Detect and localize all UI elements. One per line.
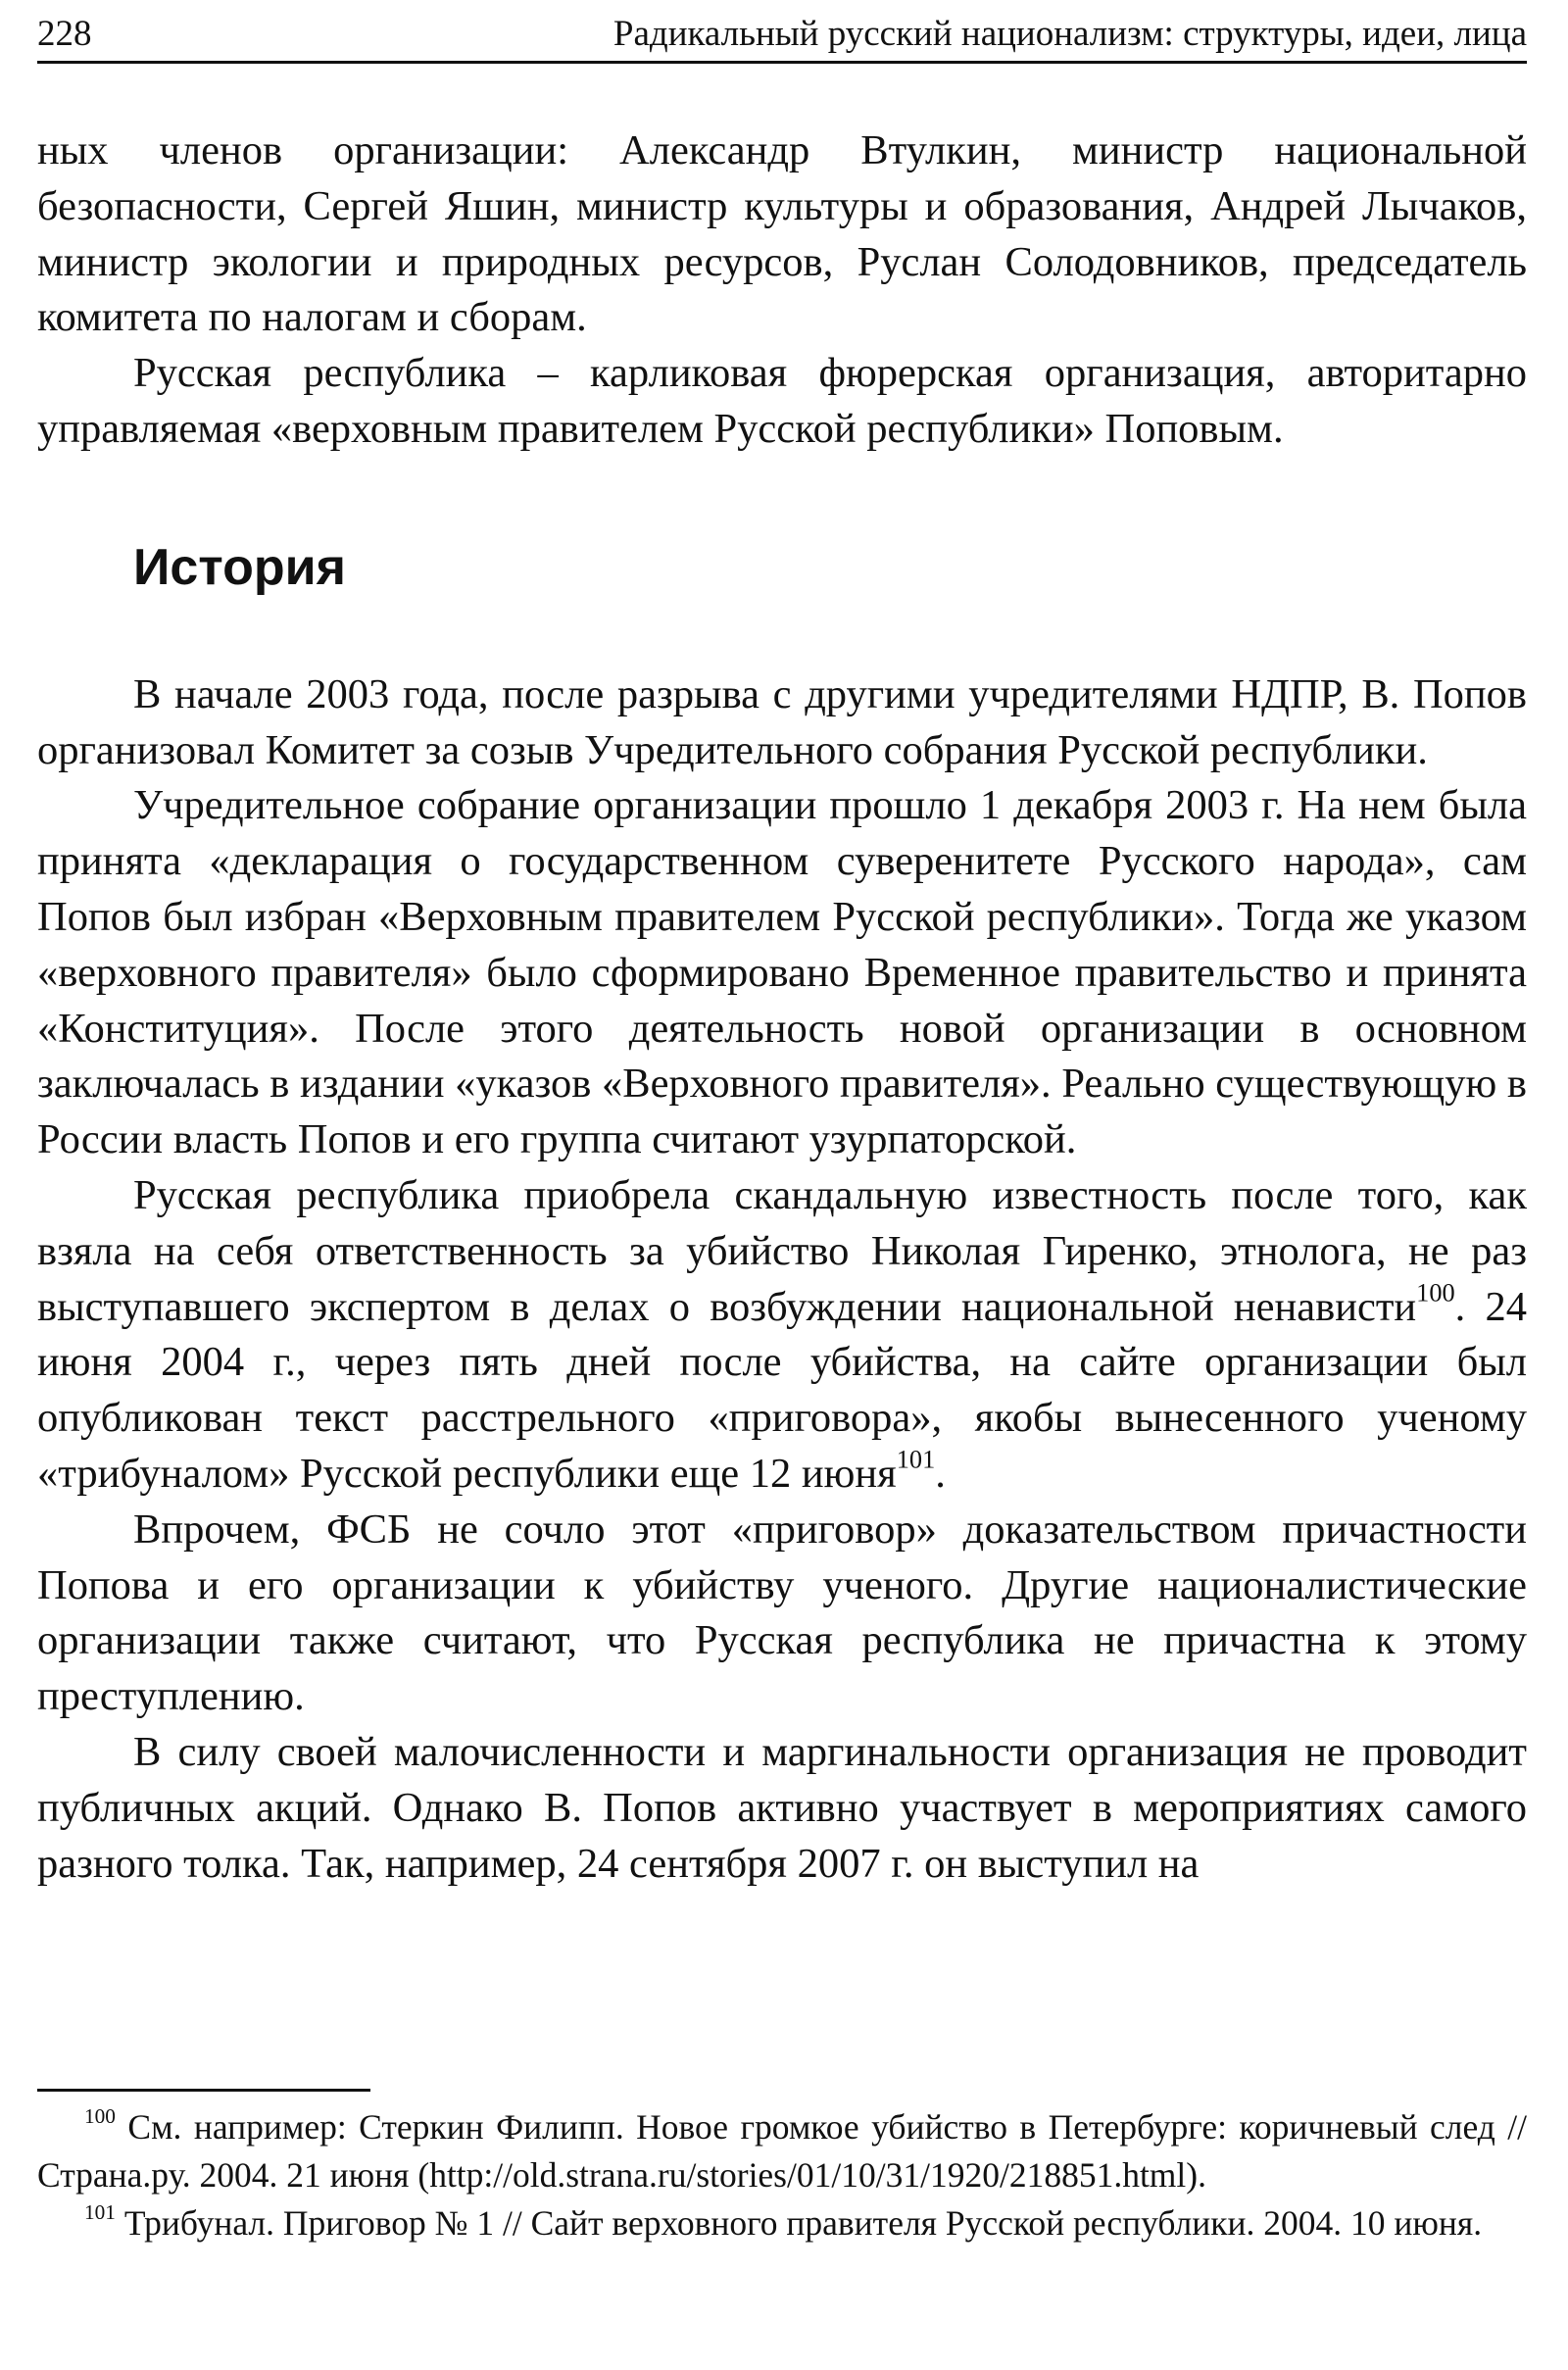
paragraph-summary: Русская республика – карликовая фюрерская организация, авторитарно управляемая «верховным правителем Русской республики» Поповым. [37, 350, 1527, 452]
paragraph-notoriety-part-3: . [935, 1450, 946, 1497]
paragraph-notoriety-part-2: . 24 июня 2004 г., через пять дней после убийства, на сайте организации был опубликован текст расстрельного «приговора», якобы вынесенного ученому «трибуналом» Русской республики еще 12 июня [37, 1283, 1528, 1497]
paragraph-notoriety [37, 1168, 1527, 1503]
paragraph-continuation: ных членов организации: Александр Втулкин, министр национальной безопасности, Сергей Яшин, министр культуры и образования, Андрей Лычаков, министр экологии и природных ресурсов, Руслан Солодовников, председатель комитета по налогам и сборам. [37, 127, 1527, 341]
footnote-100 [37, 2103, 1527, 2199]
footnote-101 [37, 2199, 1527, 2247]
running-title: Радикальный русский национализм: структуры, идеи, лица [612, 14, 1527, 54]
footnote-ref-100[interactable]: 100 [1416, 1277, 1455, 1307]
paragraph-notoriety-part-1: Русская республика приобрела скандальную известность после того, как взяла на себя ответственность за убийство Николая Гиренко, этнолога, не раз выступавшего экспертом в делах о возбуждении национальной ненависти [37, 1171, 1527, 1330]
footnote-text: Трибунал. Приговор № 1 // Сайт верховного правителя Русской республики. 2004. 10 июня. [123, 2203, 1483, 2243]
paragraph-fsb: Впрочем, ФСБ не сочло этот «приговор» доказательством причастности Попова и его организации к убийству ученого. Другие националистические организации также считают, что Русская республика не причастна к этому преступлению. [37, 1506, 1527, 1720]
footnote-text: См. например: Стеркин Филипп. Новое громкое убийство в Петербурге: коричневый след // Страна.ру. 2004. 21 июня (http://old.strana.ru/stories/01/10/31/1920/218851.html). [37, 2107, 1528, 2195]
paragraph-founding: В начале 2003 года, после разрыва с другими учредителями НДПР, В. Попов организовал Комитет за созыв Учредительного собрания Русской республики. [37, 670, 1527, 773]
paragraph-constituent-assembly: Учредительное собрание организации прошло 1 декабря 2003 г. На нем была принята «декларация о государственном суверенитете Русского народа», сам Попов был избран «Верховным правителем Русской республики». Тогда же указом «верховного правителя» было сформировано Временное правительство и принята «Конституция». После этого деятельность новой организации в основном заключалась в издании «указов «Верховного правителя». Реально существующую в России власть Попов и его группа считают узурпаторской. [37, 782, 1527, 1163]
footnote-number: 101 [84, 2200, 116, 2225]
section-heading: История [133, 538, 346, 596]
main-text [37, 123, 1527, 1892]
footnotes [37, 2103, 1527, 2247]
footnote-number: 100 [84, 2104, 116, 2129]
paragraph-activities: В силу своей малочисленности и маргинальности организация не проводит публичных акций. Однако В. Попов активно участвует в мероприятиях самого разного толка. Так, например, 24 сентября 2007 г. он выступил на [37, 1728, 1527, 1887]
running-head [37, 10, 1527, 64]
footnote-divider [37, 2089, 370, 2092]
page-number: 228 [37, 14, 92, 54]
footnote-ref-101[interactable]: 101 [896, 1445, 936, 1474]
